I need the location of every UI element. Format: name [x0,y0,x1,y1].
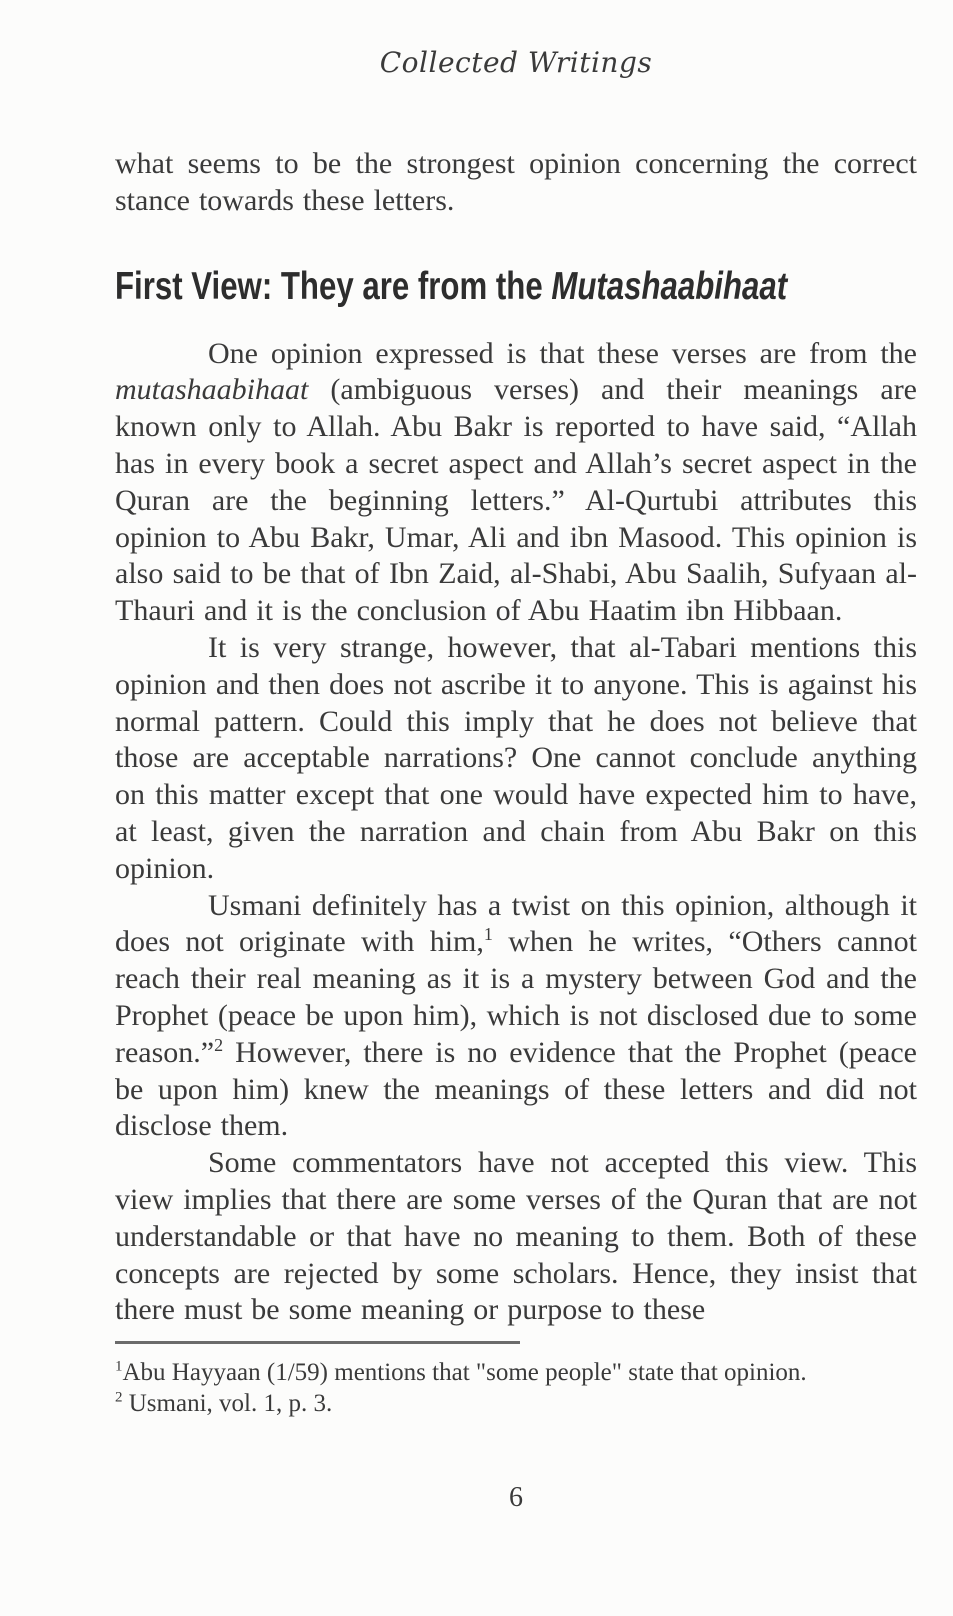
footnote-divider [115,1341,520,1344]
section-heading-text [115,264,787,310]
body-paragraph-4: Some commentators have not accepted this view. This view implies that there are some verses of the Quran that are not understandable or that have no meaning to them. Both of these concepts are rejected by some scholars. Hence, they insist that there must be some meaning or purpose to these [115,1146,917,1327]
body-paragraph-1: One opinion expressed is that these verses are from the mutashaabihaat (ambiguous verses) and their meanings are known only to Allah. Abu Bakr is reported to have said, “Allah has in every book a secret aspect and Allah’s secret aspect in the Quran are the beginning letters.” Al-Qurtubi attributes this opinion to Abu Bakr, Umar, Ali and ibn Masood. This opinion is also said to be that of Ibn Zaid, al-Shabi, Abu Saalih, Sufyaan al-Thauri and it is the conclusion of Abu Haatim ibn Hibbaan. [115,336,917,628]
intro-paragraph: what seems to be the strongest opinion concerning the correct stance towards these letters. [115,147,917,217]
footnote-marker-1: 1 [115,1358,123,1375]
section-heading-emphasis: Mutashaabihaat [551,264,788,308]
footnotes [115,1357,917,1419]
body-paragraph-2: It is very strange, however, that al-Tabari mentions this opinion and then does not ascribe it to anyone. This is against his normal pattern. Could this imply that he does not believe that those are acceptable narrations? One cannot conclude anything on this matter except that one would have expected him to have, at least, given the narration and chain from Abu Bakr on this opinion. [115,630,917,885]
footnote-text-2: Usmani, vol. 1, p. 3. [122,1390,333,1418]
footnote-item-1 [115,1357,917,1388]
body-paragraph-3: Usmani definitely has a twist on this opinion, although it does not originate with him,$^1$ when he writes, “Others cannot reach their real meaning as it is a mystery between God and the Prophet (peace be upon him), which is not disclosed due to some reason.”$^2$ However, there is no evidence that the Prophet (peace be upon him) knew the meanings of these letters and did not disclose them. [115,888,917,1143]
footnote-text-1: Abu Hayyaan (1/59) mentions that "some people" state that opinion. [122,1359,807,1387]
section-heading [115,264,917,310]
footnote-marker-2: 2 [115,1389,123,1406]
running-head: Collected Writings [379,46,653,79]
footnote-item-2 [115,1388,917,1419]
page-number: 6 [509,1482,523,1514]
body-text [115,336,917,1330]
section-heading-prefix: First View: They are from the [115,264,552,308]
